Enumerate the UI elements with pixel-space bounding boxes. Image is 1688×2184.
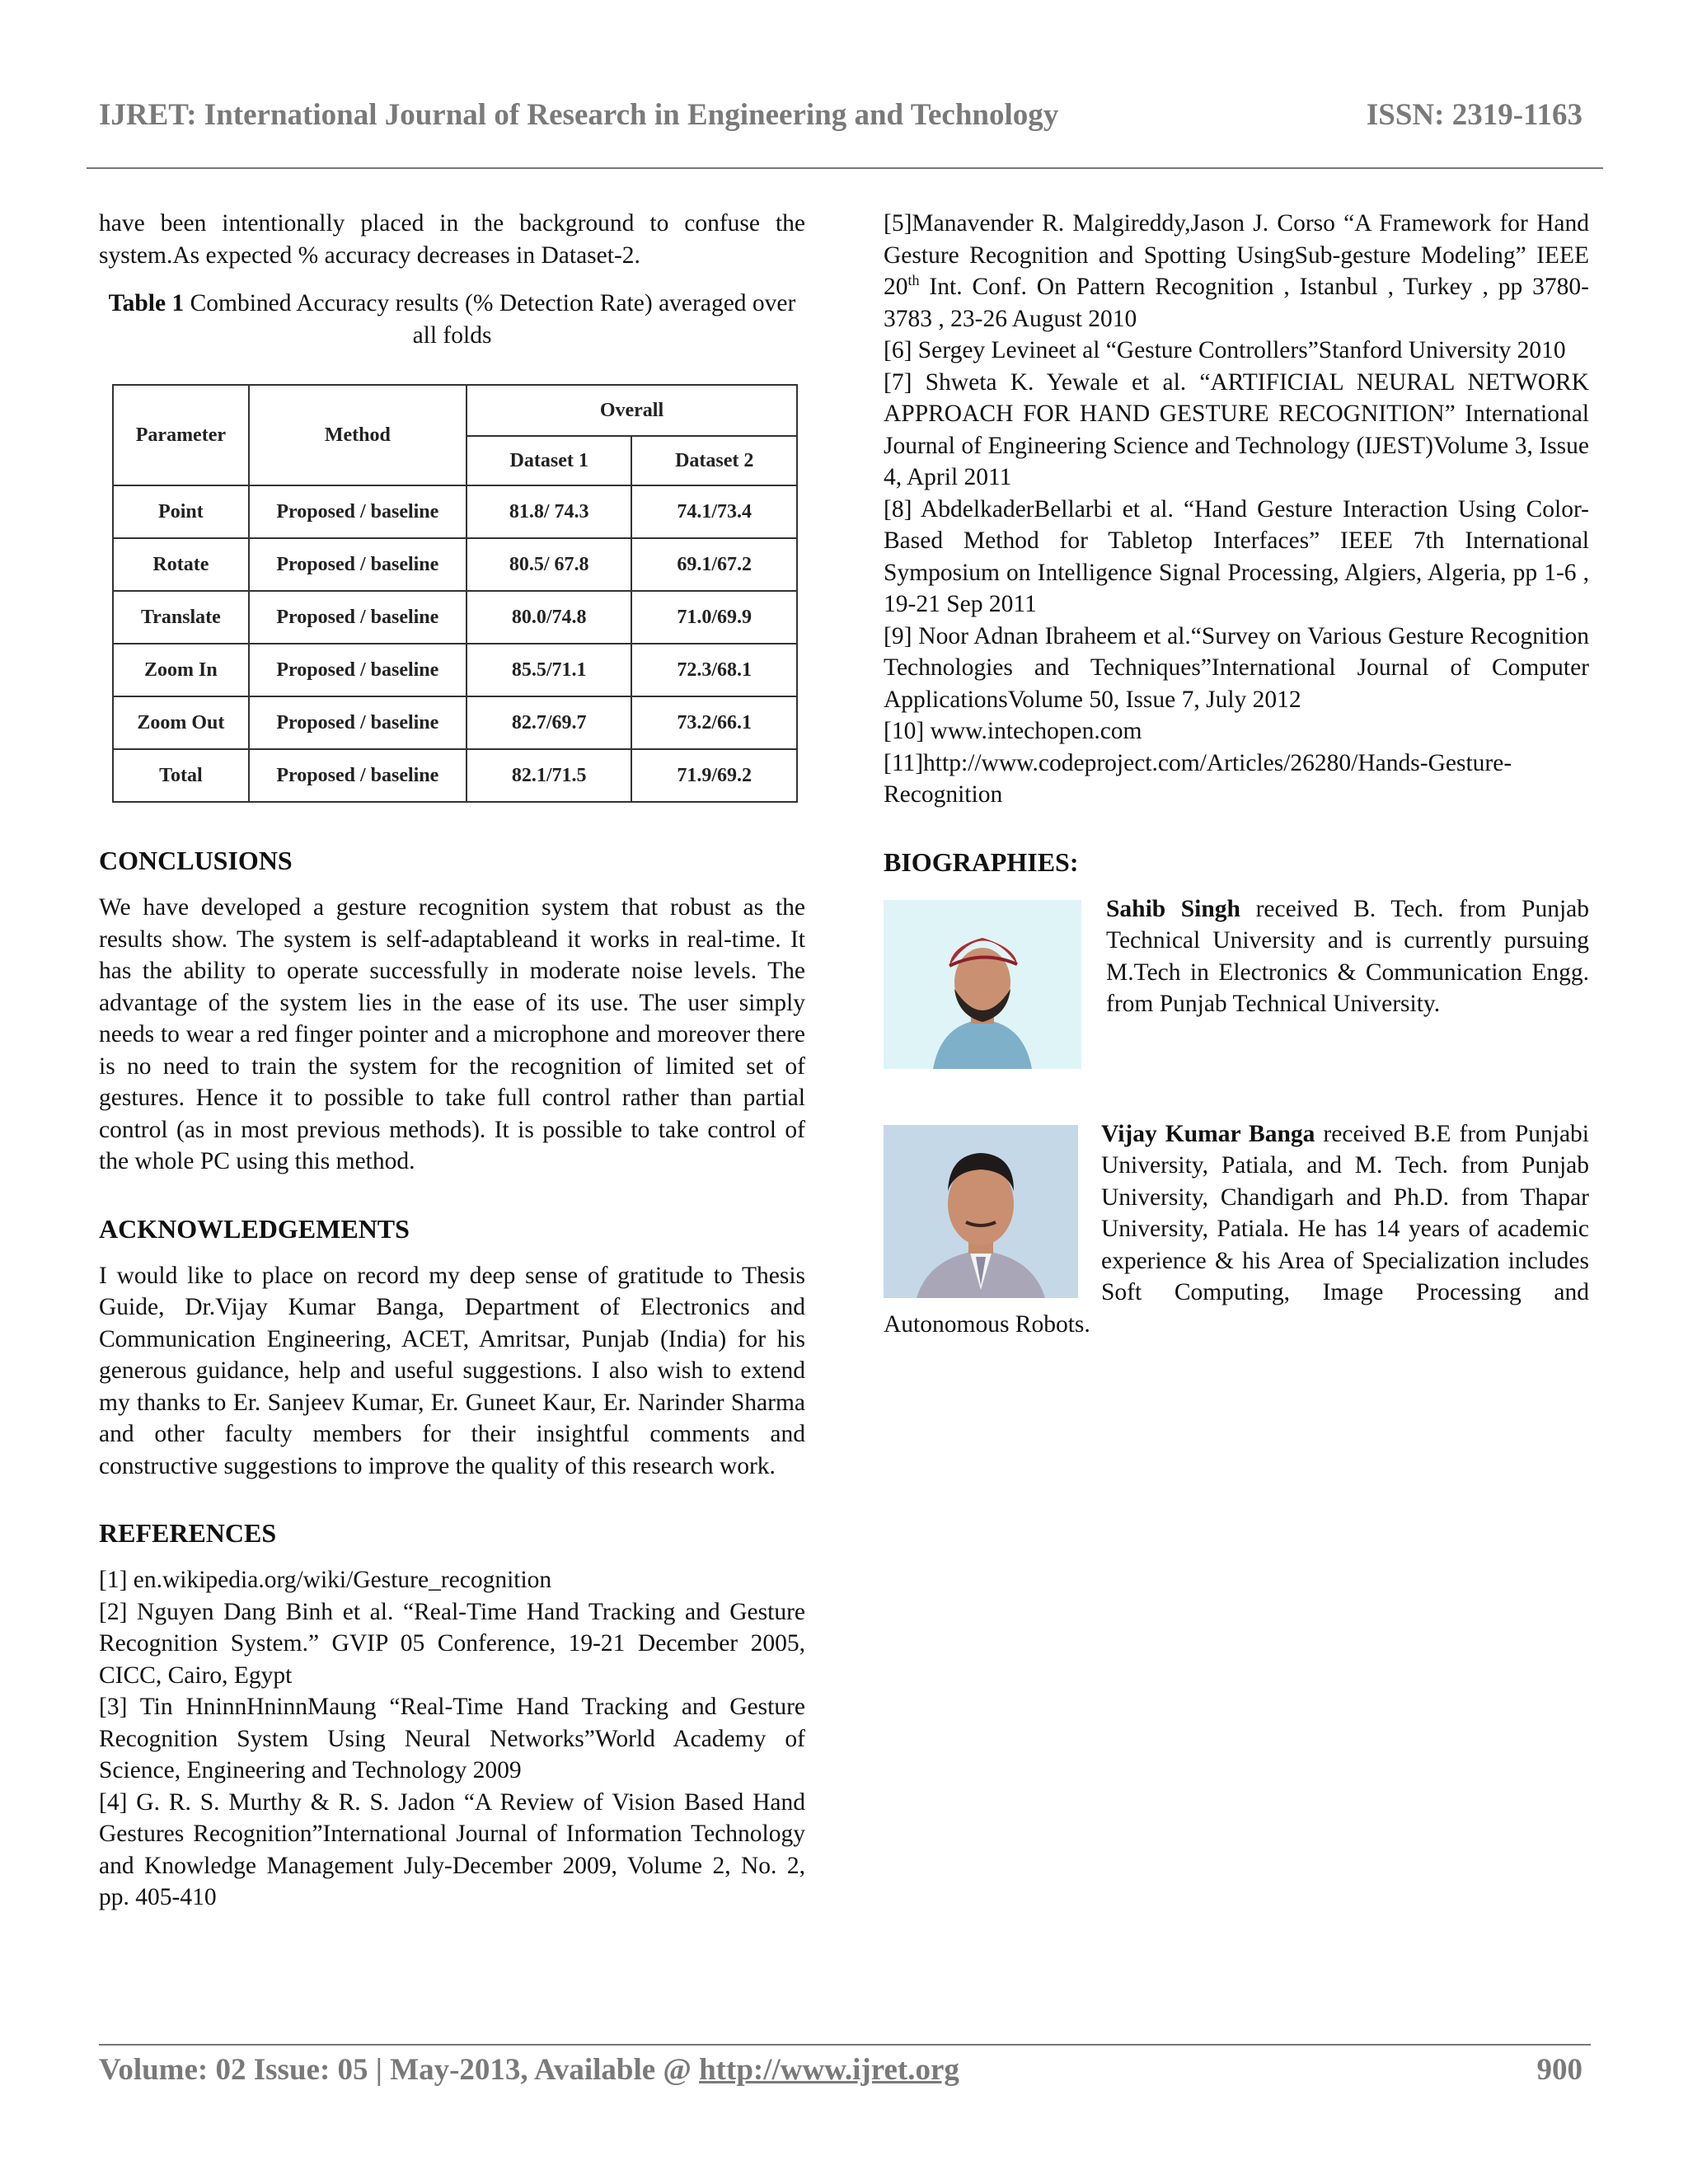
- biographies-heading: BIOGRAPHIES:: [884, 846, 1079, 877]
- row-method: Proposed / baseline: [249, 696, 467, 749]
- references-list-right: [884, 208, 1589, 811]
- author-1-name: Sahib Singh: [1106, 895, 1240, 922]
- row-method: Proposed / baseline: [249, 644, 467, 696]
- table-row: [113, 485, 797, 538]
- right-column: [884, 208, 1589, 1340]
- row-dataset2: 71.0/69.9: [631, 591, 797, 644]
- row-parameter: Zoom In: [113, 644, 249, 696]
- results-table: [112, 384, 798, 803]
- reference-item: [7] Shweta K. Yewale et al. “ARTIFICIAL NEURAL NETWORK APPROACH FOR HAND GESTURE RECOGNITION” International Journal of Engineering Science and Technology (IJEST)Volume 3, Issue 4, April 2011: [884, 368, 1589, 490]
- row-method: Proposed / baseline: [249, 591, 467, 644]
- footer-divider: [99, 2044, 1591, 2046]
- row-method: Proposed / baseline: [249, 485, 467, 538]
- reference-item: [4] G. R. S. Murthy & R. S. Jadon “A Review of Vision Based Hand Gestures Recognition”International Journal of Information Technology and Knowledge Management July-December 2009, Volume 2, No. 2, pp. 405-410: [99, 1788, 805, 1910]
- conclusions-paragraph: We have developed a gesture recognition system that robust as the results show. The system is self-adaptableand it works in real-time. It has the ability to operate successfully in moderate noise levels. The advantage of the system lies in the ease of its use. The user simply needs to wear a red finger pointer and a microphone and moreover there is no need to train the system for the recognition of limited set of gestures. Hence it to possible to take full control rather than partial control (as in most previous methods). It is possible to take control of the whole PC using this method.: [99, 894, 805, 1174]
- row-method: Proposed / baseline: [249, 538, 467, 591]
- row-dataset2: 73.2/66.1: [631, 696, 797, 749]
- row-dataset2: 71.9/69.2: [631, 749, 797, 802]
- page-number: 900: [1536, 2053, 1582, 2087]
- reference-5-part-b: Int. Conf. On Pattern Recognition , Istanbul , Turkey , pp 3780-3783 , 23-26 August 2010: [884, 274, 1589, 332]
- header-dataset1: Dataset 1: [467, 436, 632, 485]
- acknowledgements-paragraph: I would like to place on record my deep sense of gratitude to Thesis Guide, Dr.Vijay Kumar Banga, Department of Electronics and Communication Engineering, ACET, Amritsar, Punjab (India) for his generous guidance, help and useful suggestions. I also wish to extend my thanks to Er. Sanjeev Kumar, Er. Guneet Kaur, Er. Narinder Sharma and other faculty members for their insightful comments and constructive suggestions to improve the quality of this research work.: [99, 1262, 805, 1479]
- row-dataset2: 72.3/68.1: [631, 644, 797, 696]
- author-2-name: Vijay Kumar Banga: [1101, 1120, 1315, 1147]
- author-2-description: received B.E from Punjabi University, Patiala, and M. Tech. from Punjab University, Chandigarh and Ph.D. from Thapar University, Patiala. He has 14 years of academic experience & his Area of Specialization includes Soft Computing, Image Processing and Autonomous Robots.: [884, 1120, 1589, 1338]
- left-column: [99, 208, 805, 1914]
- author-portrait-icon: [884, 1125, 1078, 1298]
- reference-item: [884, 208, 1589, 335]
- table-caption-label: Table 1: [108, 290, 185, 316]
- page-header: [99, 97, 1582, 147]
- reference-item: [9] Noor Adnan Ibraheem et al.“Survey on Various Gesture Recognition Technologies and Techniques”International Journal of Computer ApplicationsVolume 50, Issue 7, July 2012: [884, 622, 1589, 713]
- header-method: Method: [249, 385, 467, 485]
- reference-item: [11]http://www.codeproject.com/Articles/26280/Hands-Gesture-Recognition: [884, 749, 1512, 808]
- biography-2: [884, 1118, 1589, 1341]
- reference-item: [6] Sergey Levineet al “Gesture Controllers”Stanford University 2010: [884, 337, 1566, 363]
- row-parameter: Total: [113, 749, 249, 802]
- header-overall: Overall: [467, 385, 797, 436]
- author-photo: [884, 900, 1081, 1069]
- footer-journal-link[interactable]: http://www.ijret.org: [699, 2053, 959, 2087]
- author-1-description: received B. Tech. from Punjab Technical University and is currently pursuing M.Tech in Electronics & Communication Engg. from Punjab Technical University.: [1106, 895, 1589, 1017]
- row-dataset1: 81.8/ 74.3: [467, 485, 632, 538]
- table-row: [113, 538, 797, 591]
- row-dataset2: 74.1/73.4: [631, 485, 797, 538]
- table-row: [113, 696, 797, 749]
- row-parameter: Point: [113, 485, 249, 538]
- references-heading: REFERENCES: [99, 1518, 277, 1548]
- row-method: Proposed / baseline: [249, 749, 467, 802]
- footer-volume-info: [99, 2052, 959, 2088]
- header-dataset2: Dataset 2: [631, 436, 797, 485]
- row-parameter: Translate: [113, 591, 249, 644]
- table-row: [113, 591, 797, 644]
- row-dataset1: 82.7/69.7: [467, 696, 632, 749]
- row-parameter: Rotate: [113, 538, 249, 591]
- reference-5-superscript: th: [907, 272, 920, 289]
- header-parameter: Parameter: [113, 385, 249, 485]
- reference-item: [10] www.intechopen.com: [884, 718, 1142, 744]
- table-row: [113, 644, 797, 696]
- author-portrait-icon: [884, 900, 1081, 1069]
- table-row: [113, 749, 797, 802]
- author-photo: [884, 1125, 1078, 1298]
- row-dataset1: 85.5/71.1: [467, 644, 632, 696]
- row-parameter: Zoom Out: [113, 696, 249, 749]
- reference-5-part-a: [5]Manavender R. Malgireddy,Jason J. Corso “A Framework for Hand Gesture Recognition and Spotting UsingSub-gesture Modeling” IEEE 20: [884, 210, 1589, 300]
- issn: ISSN: 2319-1163: [1366, 98, 1582, 132]
- row-dataset1: 80.0/74.8: [467, 591, 632, 644]
- reference-item: [2] Nguyen Dang Binh et al. “Real-Time Hand Tracking and Gesture Recognition System.” GVIP 05 Conference, 19-21 December 2005, CICC, Cairo, Egypt: [99, 1598, 805, 1689]
- header-divider: [87, 167, 1603, 169]
- footer-volume-text: Volume: 02 Issue: 05 | May-2013, Available @: [99, 2053, 700, 2087]
- table-caption-text: Combined Accuracy results (% Detection Rate) averaged over all folds: [184, 290, 796, 349]
- journal-title: IJRET: International Journal of Research in Engineering and Technology: [99, 98, 1059, 132]
- reference-item: [8] AbdelkaderBellarbi et al. “Hand Gesture Interaction Using Color-Based Method for Tabletop Interfaces” IEEE 7th International Symposium on Intelligence Signal Processing, Algiers, Algeria, pp 1-6 , 19-21 Sep 2011: [884, 495, 1589, 617]
- reference-item: [3] Tin HninnHninnMaung “Real-Time Hand Tracking and Gesture Recognition System Using Neural Networks”World Academy of Science, Engineering and Technology 2009: [99, 1694, 805, 1783]
- table-caption: [99, 288, 805, 351]
- row-dataset1: 80.5/ 67.8: [467, 538, 632, 591]
- biography-1: [884, 893, 1589, 1077]
- intro-paragraph: have been intentionally placed in the background to confuse the system.As expected % accuracy decreases in Dataset-2.: [99, 210, 805, 269]
- reference-item: [1] en.wikipedia.org/wiki/Gesture_recognition: [99, 1567, 552, 1593]
- references-list-left: [99, 1564, 805, 1914]
- conclusions-heading: CONCLUSIONS: [99, 846, 293, 875]
- row-dataset1: 82.1/71.5: [467, 749, 632, 802]
- row-dataset2: 69.1/67.2: [631, 538, 797, 591]
- acknowledgements-heading: ACKNOWLEDGEMENTS: [99, 1213, 410, 1244]
